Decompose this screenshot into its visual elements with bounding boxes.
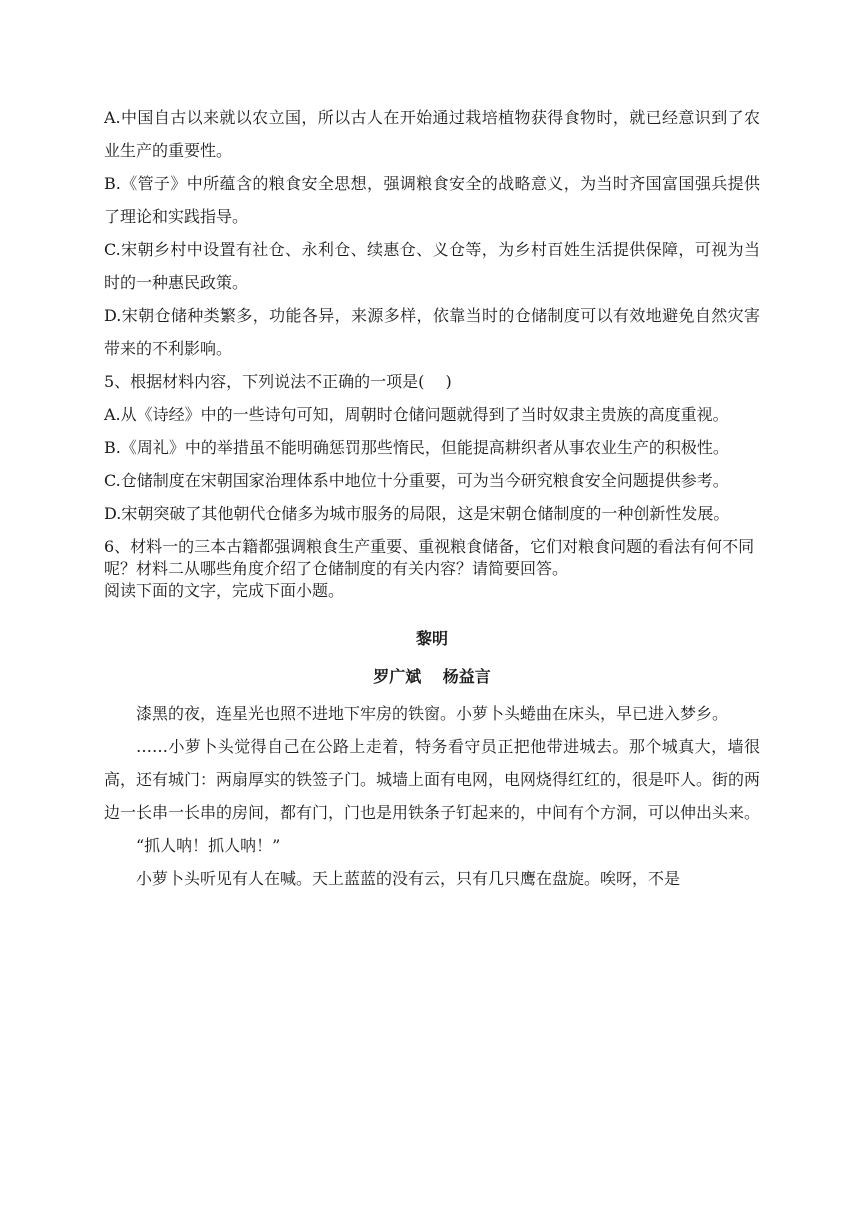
q6-text: 6、材料一的三本古籍都强调粮食生产重要、重视粮食储备，它们对粮食问题的看法有何不同呢？材料二从哪些角度介绍了仓储制度的有关内容？请简要回答。 [104, 537, 755, 578]
q4-option-d: D.宋朝仓储种类繁多，功能各异，来源多样，依靠当时的仓储制度可以有效地避免自然灾害带来的不利影响。 [104, 306, 760, 358]
q5-option-a: A.从《诗经》中的一些诗句可知，周朝时仓储问题就得到了当时奴隶主贵族的高度重视。 [104, 405, 729, 424]
question-4-options [104, 101, 760, 365]
q4-option-b: B.《管子》中所蕴含的粮食安全思想，强调粮食安全的战略意义，为当时齐国富国强兵提供了理论和实践指导。 [104, 174, 760, 226]
q4-option-c: C.宋朝乡村中设置有社仓、永利仓、续惠仓、义仓等，为乡村百姓生活提供保障，可视为当时的一种惠民政策。 [104, 240, 760, 292]
story-paragraph: 小萝卜头听见有人在喊。天上蓝蓝的没有云，只有几只鹰在盘旋。唉呀，不是 [136, 869, 681, 888]
page-content [104, 101, 760, 895]
story-title: 黎明 [415, 629, 448, 648]
q5-option-c: C.仓储制度在宋朝国家治理体系中地位十分重要，可为当今研究粮食安全问题提供参考。 [104, 471, 729, 490]
reading-instruction: 阅读下面的文字，完成下面小题。 [104, 581, 345, 600]
story-authors: 罗广斌 杨益言 [373, 667, 491, 686]
q5-stem: 5、根据材料内容，下列说法不正确的一项是( ) [104, 372, 452, 391]
story-paragraph: “抓人呐！抓人呐！” [136, 836, 281, 855]
story-paragraph: ……小萝卜头觉得自己在公路上走着，特务看守员正把他带进城去。那个城真大，墙很高，还有城门：两扇厚实的铁签子门。城墙上面有电网，电网烧得红红的，很是吓人。街的两边一长串一长串的房间，都有门，门也是用铁条子钉起来的，中间有个方洞，可以伸出头来。 [104, 737, 761, 822]
q4-option-a: A.中国自古以来就以农立国，所以古人在开始通过栽培植物获得食物时，就已经意识到了农业生产的重要性。 [104, 108, 760, 160]
question-5 [104, 365, 760, 530]
story-body [104, 697, 760, 895]
story-paragraph: 漆黑的夜，连星光也照不进地下牢房的铁窗。小萝卜头蜷曲在床头，早已进入梦乡。 [136, 704, 729, 723]
q5-option-d: D.宋朝突破了其他朝代仓储多为城市服务的局限，这是宋朝仓储制度的一种创新性发展。 [104, 504, 730, 523]
question-6 [104, 536, 760, 602]
q5-option-b: B.《周礼》中的举措虽不能明确惩罚那些惰民，但能提高耕织者从事农业生产的积极性。 [104, 438, 729, 457]
